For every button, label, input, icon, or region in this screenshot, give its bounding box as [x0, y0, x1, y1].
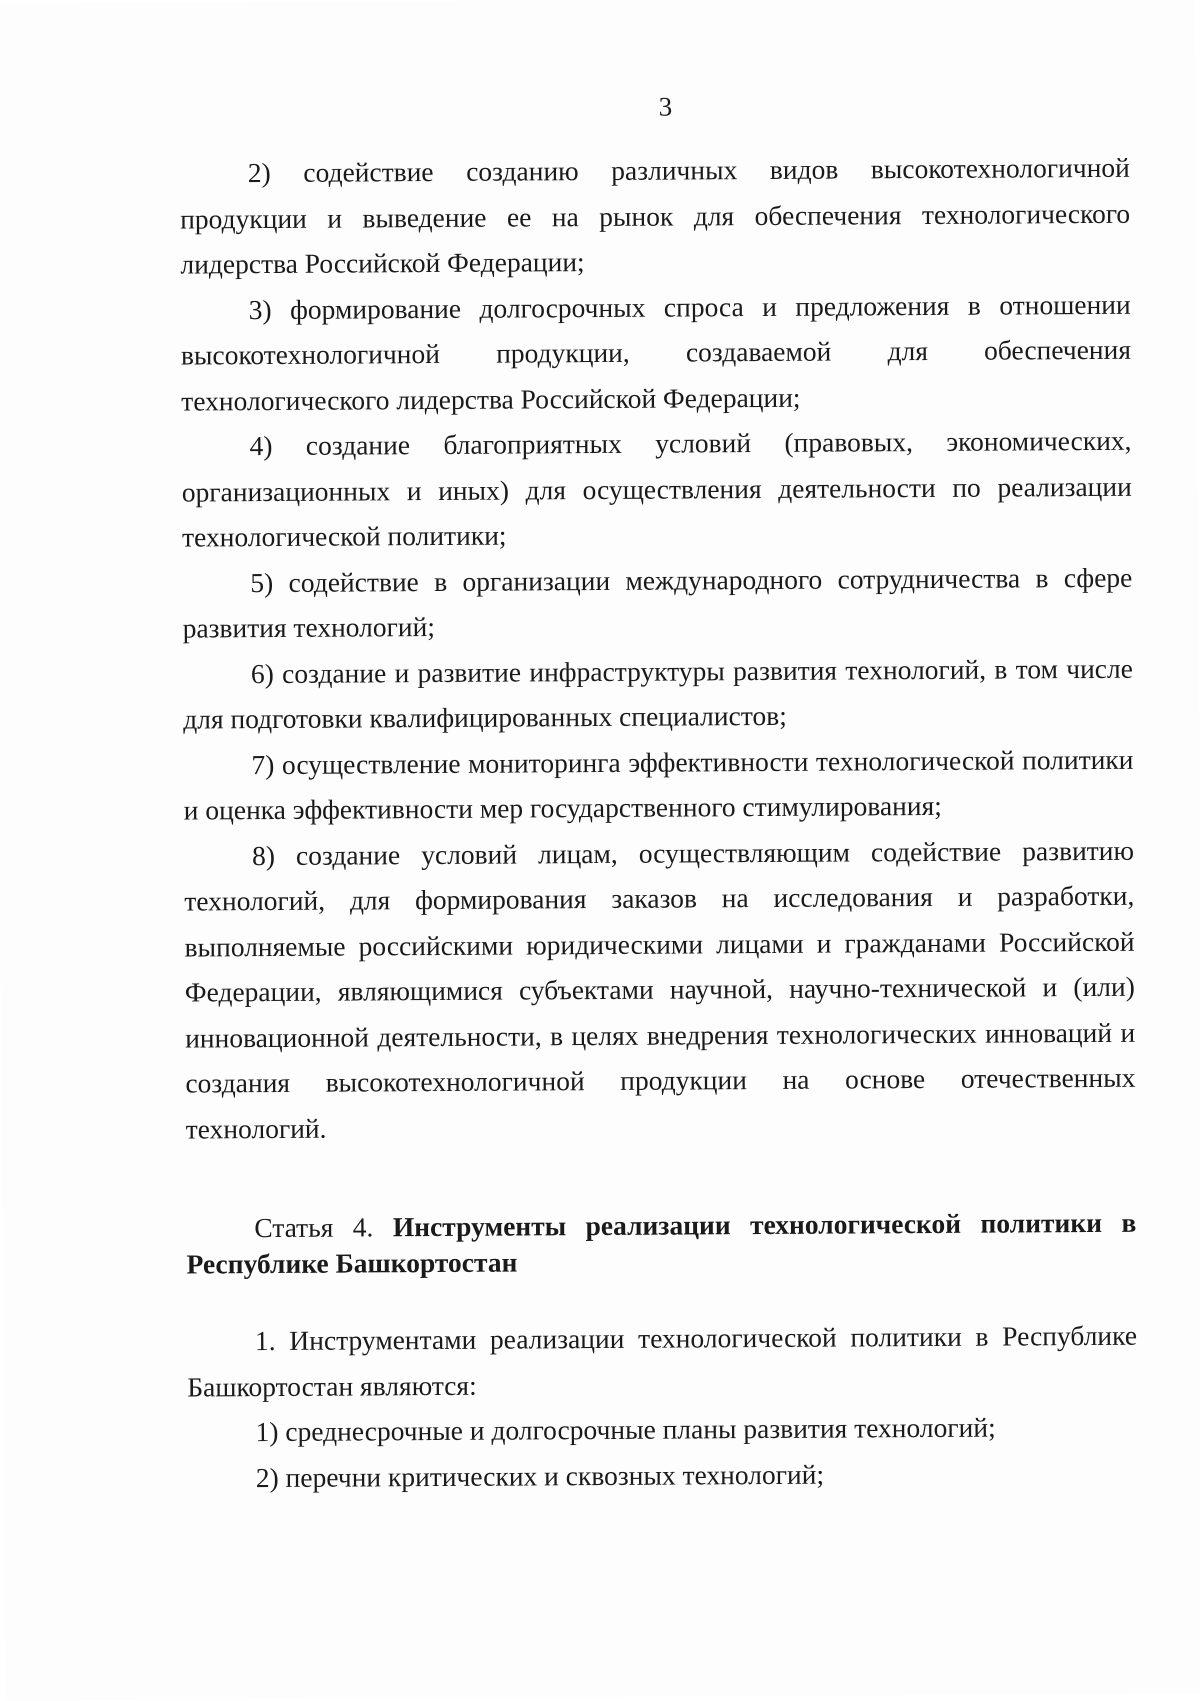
- page-number: 3: [658, 91, 673, 122]
- paragraph-item-6: 6) создание и развитие инфраструктуры развития технологий, в том числе для подготовки квалифицированных специалистов;: [183, 652, 1133, 735]
- article-title: Инструменты реализации технологической политики в Республике Башкортостан: [186, 1206, 1137, 1280]
- article-heading: [186, 1205, 1136, 1283]
- paragraph-clause-1: 1. Инструментами реализации технологической политики в Республике Башкортостан являются:: [187, 1319, 1138, 1403]
- paragraph-subitem-2: 2) перечни критических и сквозных технологий;: [255, 1458, 825, 1493]
- paragraph-item-3: 3) формирование долгосрочных спроса и предложения в отношении высокотехнологичной продукции, создаваемой для обеспечения технологического лидерства Российской Федерации;: [180, 288, 1132, 417]
- paragraph-item-4: 4) создание благоприятных условий (правовых, экономических, организационных и иных) для осуществления деятельности по реализации технологической политики;: [181, 424, 1132, 553]
- paragraph-item-7: 7) осуществление мониторинга эффективности технологической политики и оценка эффективности мер государственного стимулирования;: [183, 743, 1134, 826]
- article-prefix: Статья 4.: [254, 1211, 374, 1244]
- paragraph-subitem-1: 1) среднесрочные и долгосрочные планы развития технологий;: [255, 1411, 996, 1448]
- paragraph-item-5: 5) содействие в организации международного сотрудничества в сфере развития технологий;: [182, 561, 1133, 644]
- document-body: [180, 145, 1138, 1501]
- paragraph-item-2: 2) содействие созданию различных видов высокотехнологичной продукции и выведение ее на рынок для обеспечения технологического лидерства Российской Федерации;: [180, 151, 1131, 280]
- paragraph-item-8: 8) создание условий лицам, осуществляющим содействие развитию технологий, для формирования заказов на исследования и разработки, выполняемые российскими юридическими лицами и гражданами Российской Федерации, являющимися субъектами научной, научно-технической и (или) инновационной деятельности, в целях внедрения технологических инноваций и создания высокотехнологичной продукции на основе отечественных технологий.: [184, 834, 1136, 1145]
